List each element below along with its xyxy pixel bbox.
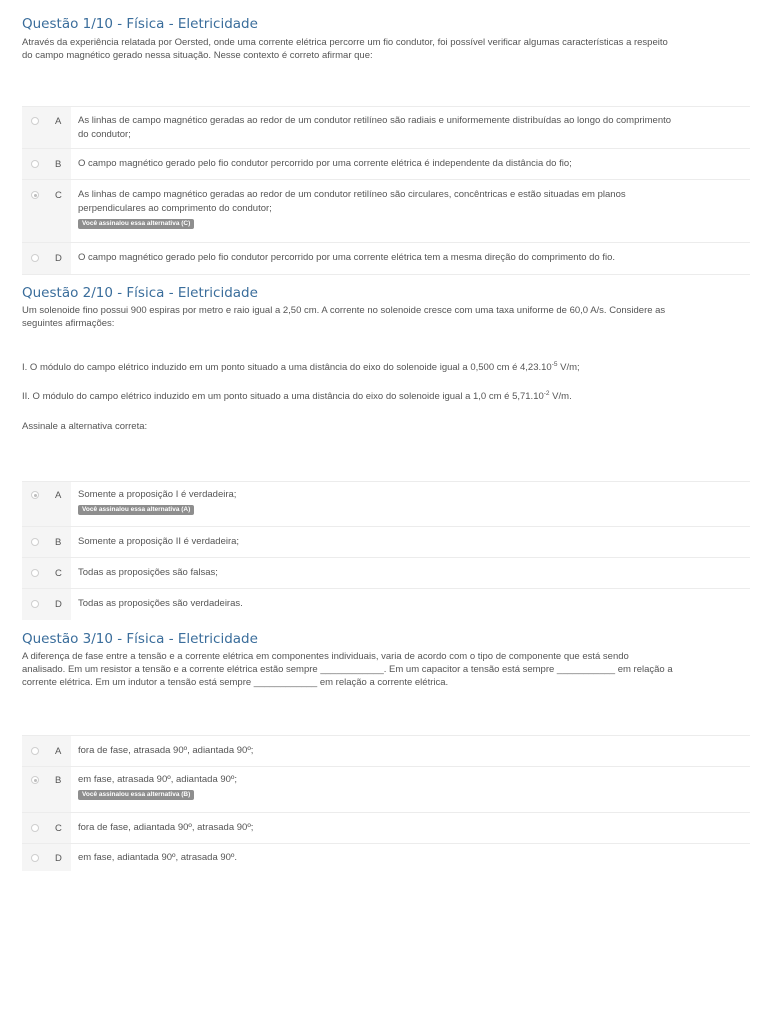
- statement-unit: V/m;: [557, 362, 580, 373]
- question-title: Questão 3/10 - Física - Eletricidade: [22, 631, 258, 647]
- question-text-line: do campo magnético gerado nessa situação. Nesse contexto é correto afirmar que:: [22, 50, 373, 61]
- option-text-line: do condutor;: [78, 129, 131, 140]
- question-text-line: A diferença de fase entre a tensão e a corrente elétrica em componentes individuais, varia de acordo com o tipo de componente que está sendo: [22, 651, 629, 662]
- option-text-line: perpendiculares ao comprimento do condutor;: [78, 203, 272, 214]
- option-text: [78, 773, 742, 801]
- option-text-line: Somente a proposição I é verdadeira;: [78, 489, 237, 500]
- question-text: [22, 650, 750, 689]
- radio-button[interactable]: [31, 160, 39, 168]
- option-text: [78, 851, 742, 865]
- option-letter: C: [55, 823, 62, 834]
- option-text: [78, 597, 742, 611]
- question-prompt: Assinale a alternativa correta:: [22, 421, 148, 432]
- option-rail: [22, 107, 71, 149]
- selected-answer-badge: Você assinalou essa alternativa (B): [78, 790, 194, 800]
- option-text: [78, 821, 742, 835]
- option-text-line: fora de fase, adiantada 90º, atrasada 90º;: [78, 822, 254, 833]
- option-letter: D: [55, 599, 62, 610]
- question-title: Questão 2/10 - Física - Eletricidade: [22, 285, 258, 301]
- option-b[interactable]: [22, 526, 750, 558]
- statement-text: I. O módulo do campo elétrico induzido em um ponto situado a uma distância do eixo do solenoide igual a 0,500 cm é 4,23.10: [22, 362, 552, 373]
- question-text-line: Através da experiência relatada por Oersted, onde uma corrente elétrica percorre um fio condutor, foi possível verificar algumas características a respeito: [22, 37, 668, 48]
- option-text: [78, 535, 742, 549]
- radio-button[interactable]: [31, 824, 39, 832]
- question-title: Questão 1/10 - Física - Eletricidade: [22, 16, 258, 32]
- question-text-line: analisado. Em um resistor a tensão e a corrente elétrica estão sempre ____________. Em um capacitor a tensão está sempre ___________ em relação a: [22, 664, 673, 675]
- option-text-line: fora de fase, atrasada 90º, adiantada 90º;: [78, 745, 254, 756]
- question-text-line: Um solenoide fino possui 900 espiras por metro e raio igual a 2,50 cm. A corrente no solenoide cresce com uma taxa uniforme de 60,0 A/s. Considere as: [22, 305, 666, 316]
- option-letter: B: [55, 775, 62, 786]
- option-letter: A: [55, 116, 62, 127]
- question-text-line: seguintes afirmações:: [22, 318, 115, 329]
- radio-button[interactable]: [31, 569, 39, 577]
- radio-button-selected[interactable]: [31, 191, 39, 199]
- radio-button[interactable]: [31, 538, 39, 546]
- option-text: [78, 188, 742, 230]
- option-text: [78, 566, 742, 580]
- statement-exponent: -5: [551, 360, 558, 368]
- option-d[interactable]: [22, 843, 750, 871]
- option-b[interactable]: [22, 766, 750, 813]
- option-text: [78, 251, 742, 265]
- option-text-line: Somente a proposição II é verdadeira;: [78, 536, 240, 547]
- selected-answer-badge: Você assinalou essa alternativa (C): [78, 219, 194, 229]
- option-text: [78, 488, 742, 516]
- option-text: [78, 114, 742, 142]
- radio-button-selected[interactable]: [31, 491, 39, 499]
- question-text: [22, 304, 750, 330]
- option-letter: C: [55, 568, 62, 579]
- option-text-line: O campo magnético gerado pelo fio condutor percorrido por uma corrente elétrica é independente da distância do fio;: [78, 158, 572, 169]
- option-d[interactable]: [22, 242, 750, 275]
- option-letter: A: [55, 490, 62, 501]
- option-a[interactable]: [22, 735, 750, 767]
- option-text-line: As linhas de campo magnético geradas ao redor de um condutor retilíneo são radiais e uniformemente distribuídas ao longo do comprimento: [78, 115, 672, 126]
- option-text-line: Todas as proposições são verdadeiras.: [78, 598, 243, 609]
- option-letter: B: [55, 537, 62, 548]
- option-c[interactable]: [22, 812, 750, 844]
- option-a[interactable]: [22, 106, 750, 149]
- radio-button-selected[interactable]: [31, 776, 39, 784]
- option-c[interactable]: [22, 557, 750, 589]
- option-text-line: As linhas de campo magnético geradas ao redor de um condutor retilíneo são circulares, concêntricas e estão situadas em planos: [78, 189, 626, 200]
- statement-text: II. O módulo do campo elétrico induzido em um ponto situado a uma distância do eixo do solenoide igual a 1,0 cm é 5,71.10: [22, 391, 544, 402]
- option-b[interactable]: [22, 148, 750, 180]
- option-c[interactable]: [22, 179, 750, 243]
- question-text-line: corrente elétrica. Em um indutor a tensão está sempre ____________ em relação a corrente elétrica.: [22, 677, 449, 688]
- option-letter: B: [55, 159, 62, 170]
- statement-unit: V/m.: [549, 391, 572, 402]
- question-text: [22, 36, 750, 62]
- option-text: [78, 157, 742, 171]
- statement-1: [22, 361, 750, 374]
- option-letter: A: [55, 746, 62, 757]
- option-letter: C: [55, 190, 62, 201]
- radio-button[interactable]: [31, 854, 39, 862]
- statement-exponent: -2: [543, 389, 550, 397]
- selected-answer-badge: Você assinalou essa alternativa (A): [78, 505, 194, 515]
- option-letter: D: [55, 853, 62, 864]
- option-text-line: em fase, adiantada 90º, atrasada 90º.: [78, 852, 238, 863]
- option-text-line: Todas as proposições são falsas;: [78, 567, 218, 578]
- radio-button[interactable]: [31, 600, 39, 608]
- radio-button[interactable]: [31, 747, 39, 755]
- radio-button[interactable]: [31, 117, 39, 125]
- option-text-line: O campo magnético gerado pelo fio condutor percorrido por uma corrente elétrica tem a mesma direção do comprimento do fio.: [78, 252, 616, 263]
- option-letter: D: [55, 253, 62, 264]
- option-text-line: em fase, atrasada 90º, adiantada 90º;: [78, 774, 238, 785]
- option-text: [78, 744, 742, 758]
- option-d[interactable]: [22, 588, 750, 620]
- statement-2: [22, 390, 750, 403]
- option-a[interactable]: [22, 481, 750, 527]
- radio-button[interactable]: [31, 254, 39, 262]
